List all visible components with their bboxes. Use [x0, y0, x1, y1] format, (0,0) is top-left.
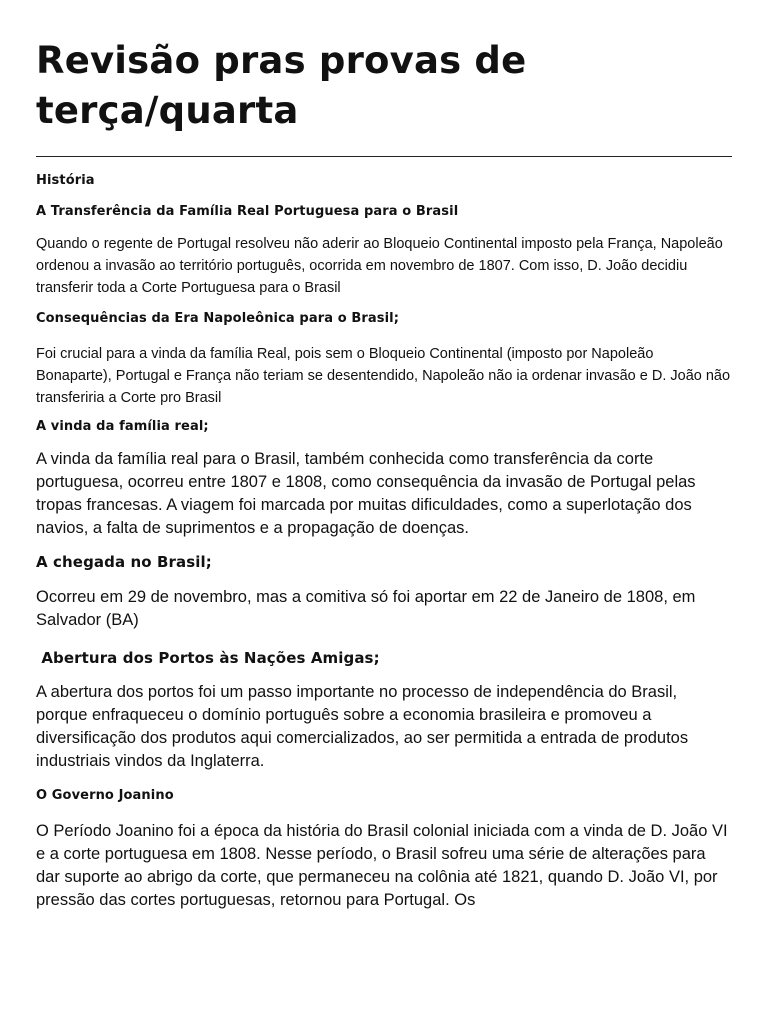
section-body-transferencia: Quando o regente de Portugal resolveu não aderir ao Bloqueio Continental imposto pela França, Napoleão ordenou a invasão ao território português, ocorrida em novembro de 1807. Com isso, D. João decidiu transferir toda a Corte Portuguesa para o Brasil — [36, 236, 723, 296]
section-heading-transferencia: A Transferência da Família Real Portuguesa para o Brasil — [36, 204, 459, 219]
section-heading-governo-joanino: O Governo Joanino — [36, 788, 174, 803]
section-body-governo-joanino: O Período Joanino foi a época da história do Brasil colonial iniciada com a vinda de D. João VI e a corte portuguesa em 1808. Nesse período, o Brasil sofreu uma série de alterações para dar suporte ao abrigo da corte, que permaneceu na colônia até 1821, quando D. João VI, por pressão das cortes portuguesas, retornou para Portugal. Os — [36, 822, 728, 909]
title-line-1: Revisão pras provas de — [36, 39, 527, 82]
section-heading-chegada: A chegada no Brasil; — [36, 553, 212, 571]
section-body-vinda: A vinda da família real para o Brasil, também conhecida como transferência da corte portuguesa, ocorreu entre 1807 e 1808, como consequência da invasão de Portugal pelas tropas francesas. A viagem foi marcada por muitas dificuldades, como a superlotação dos navios, a falta de suprimentos e a propagação de doenças. — [36, 450, 696, 537]
document-page — [36, 36, 732, 912]
section-heading-vinda: A vinda da família real; — [36, 419, 209, 434]
section-heading-abertura: Abertura dos Portos às Nações Amigas; — [36, 649, 380, 667]
section-body-consequencias: Foi crucial para a vinda da família Real, pois sem o Bloqueio Continental (imposto por Napoleão Bonaparte), Portugal e França não teriam se desentendido, Napoleão não ia ordenar invasão e D. João não transferiria a Corte pro Brasil — [36, 346, 731, 406]
subject-label: História — [36, 173, 95, 188]
section-heading-consequencias: Consequências da Era Napoleônica para o Brasil; — [36, 311, 399, 326]
section-body-chegada: Ocorreu em 29 de novembro, mas a comitiva só foi aportar em 22 de Janeiro de 1808, em Salvador (BA) — [36, 588, 696, 629]
section-body-abertura: A abertura dos portos foi um passo importante no processo de independência do Brasil, porque enfraqueceu o domínio português sobre a economia brasileira e promoveu a diversificação dos produtos aqui comercializados, ao ser permitida a entrada de produtos industriais vindos da Inglaterra. — [36, 683, 689, 770]
page-title — [36, 36, 732, 136]
title-line-2: terça/quarta — [36, 89, 299, 132]
title-divider — [36, 156, 732, 157]
